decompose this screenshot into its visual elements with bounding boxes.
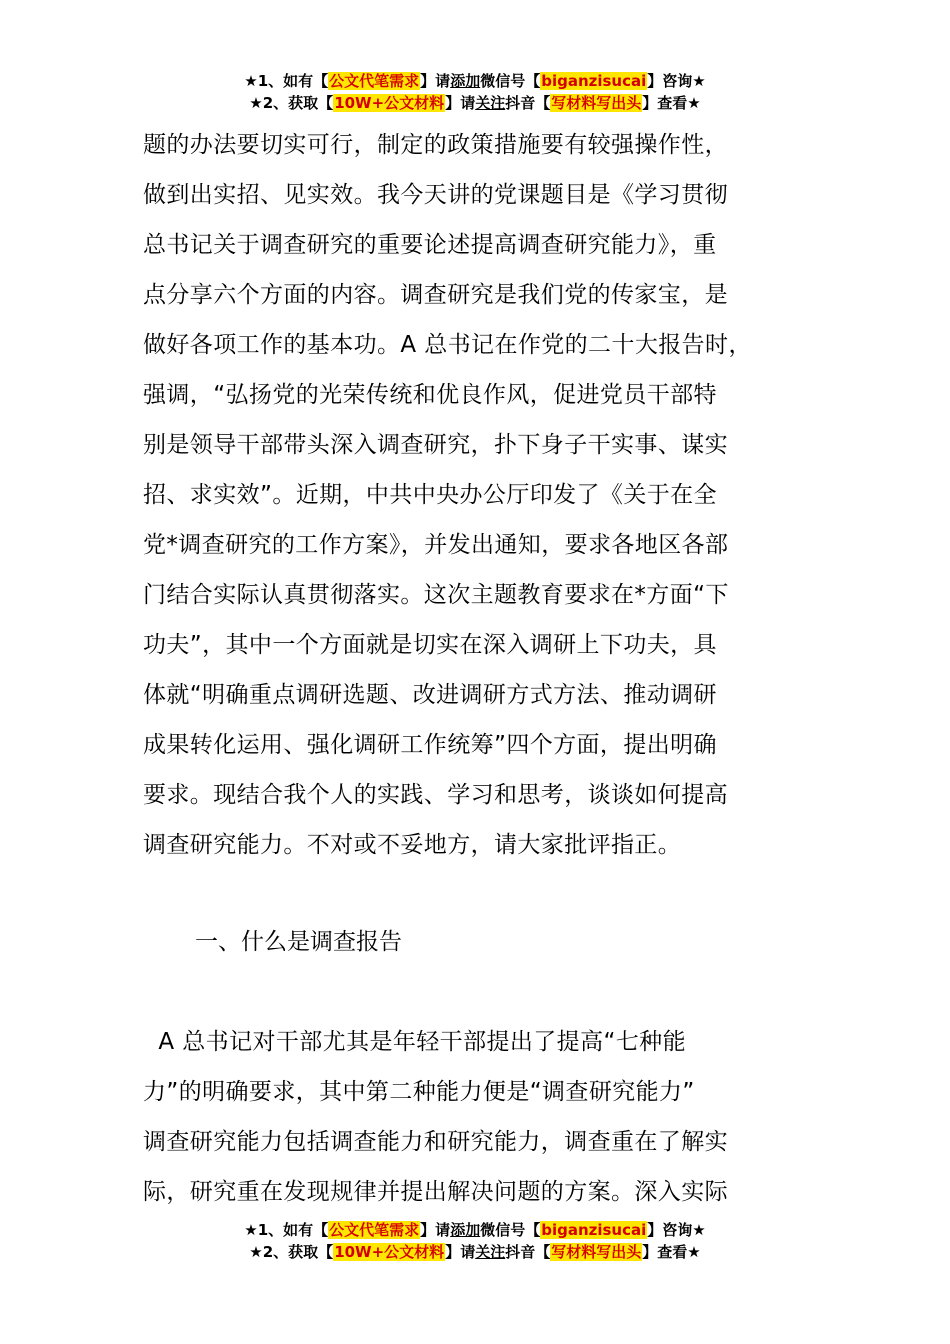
banner-underlined: 添加: [450, 72, 481, 90]
banner-underlined: 关注: [475, 94, 506, 112]
paragraph-1: [143, 120, 807, 870]
text-line: 力”的明确要求，其中第二种能力便是“调查研究能力”: [143, 1079, 695, 1105]
banner-line-1: [0, 70, 950, 92]
text-line: 做好各项工作的基本功。A 总书记在作党的二十大报告时，: [143, 332, 752, 358]
text-line: 党*调查研究的工作方案》，并发出通知，要求各地区各部: [143, 532, 729, 558]
banner-text: ★1、如有【: [244, 1221, 329, 1239]
banner-highlight: 公文代笔需求: [329, 72, 420, 90]
banner-highlight: 写材料写出头: [551, 1243, 642, 1261]
header-banner: [0, 70, 950, 114]
banner-text: 】请: [445, 1243, 476, 1261]
text-line: 总书记关于调查研究的重要论述提高调查研究能力》，重: [143, 232, 717, 258]
banner-highlight: 公文代笔需求: [329, 1221, 420, 1239]
banner-text: 】请: [420, 72, 451, 90]
banner-text: 】查看★: [642, 94, 701, 112]
text-line: 要求。现结合我个人的实践、学习和思考，谈谈如何提高: [143, 782, 728, 808]
text-line: 招、求实效”。近期，中共中央办公厅印发了《关于在全: [143, 482, 717, 508]
banner-text: ★1、如有【: [244, 72, 329, 90]
banner-text: 抖音【: [505, 1243, 551, 1261]
text-line: 体就“明确重点调研选题、改进调研方式方法、推动调研: [143, 682, 717, 708]
banner-text: 】咨询★: [647, 1221, 706, 1239]
banner-highlight: 10W+公文材料: [334, 1243, 445, 1261]
text-line: A 总书记对干部尤其是年轻干部提出了提高“七种能: [143, 1029, 686, 1055]
banner-text: 抖音【: [505, 94, 551, 112]
text-line: 调查研究能力。不对或不妥地方，请大家批评指正。: [143, 832, 682, 858]
text-line: 际，研究重在发现规律并提出解决问题的方案。深入实际: [143, 1179, 728, 1205]
banner-text: 】查看★: [642, 1243, 701, 1261]
banner-text: ★2、获取【: [249, 1243, 334, 1261]
text-line: 强调，“弘扬党的光荣传统和优良作风，促进党员干部特: [143, 382, 717, 408]
banner-text: ★2、获取【: [249, 94, 334, 112]
text-line: 做到出实招、见实效。我今天讲的党课题目是《学习贯彻: [143, 182, 728, 208]
banner-highlight: biganzisucai: [541, 1221, 647, 1239]
banner-text: 】请: [445, 94, 476, 112]
banner-text: 微信号【: [480, 1221, 541, 1239]
text-line: 调查研究能力包括调查能力和研究能力，调查重在了解实: [143, 1129, 728, 1155]
banner-underlined: 添加: [450, 1221, 481, 1239]
text-line: 成果转化运用、强化调研工作统筹”四个方面，提出明确: [143, 732, 717, 758]
banner-highlight: 10W+公文材料: [334, 94, 445, 112]
section-heading: 一、什么是调查报告: [195, 929, 402, 955]
text-line: 功夫”，其中一个方面就是切实在深入调研上下功夫，具: [143, 632, 717, 658]
footer-banner: [0, 1219, 950, 1263]
banner-highlight: biganzisucai: [541, 72, 647, 90]
text-line: 门结合实际认真贯彻落实。这次主题教育要求在*方面“下: [143, 582, 729, 608]
banner-highlight: 写材料写出头: [551, 94, 642, 112]
banner-line-2: [0, 1241, 950, 1263]
banner-line-1: [0, 1219, 950, 1241]
paragraph-2: [143, 1017, 807, 1217]
banner-text: 】咨询★: [647, 72, 706, 90]
text-line: 点分享六个方面的内容。调查研究是我们党的传家宝，是: [143, 282, 728, 308]
banner-text: 】请: [420, 1221, 451, 1239]
text-line: 别是领导干部带头深入调查研究，扑下身子干实事、谋实: [143, 432, 728, 458]
text-line: 题的办法要切实可行，制定的政策措施要有较强操作性，: [143, 132, 728, 158]
banner-line-2: [0, 92, 950, 114]
banner-underlined: 关注: [475, 1243, 506, 1261]
banner-text: 微信号【: [480, 72, 541, 90]
